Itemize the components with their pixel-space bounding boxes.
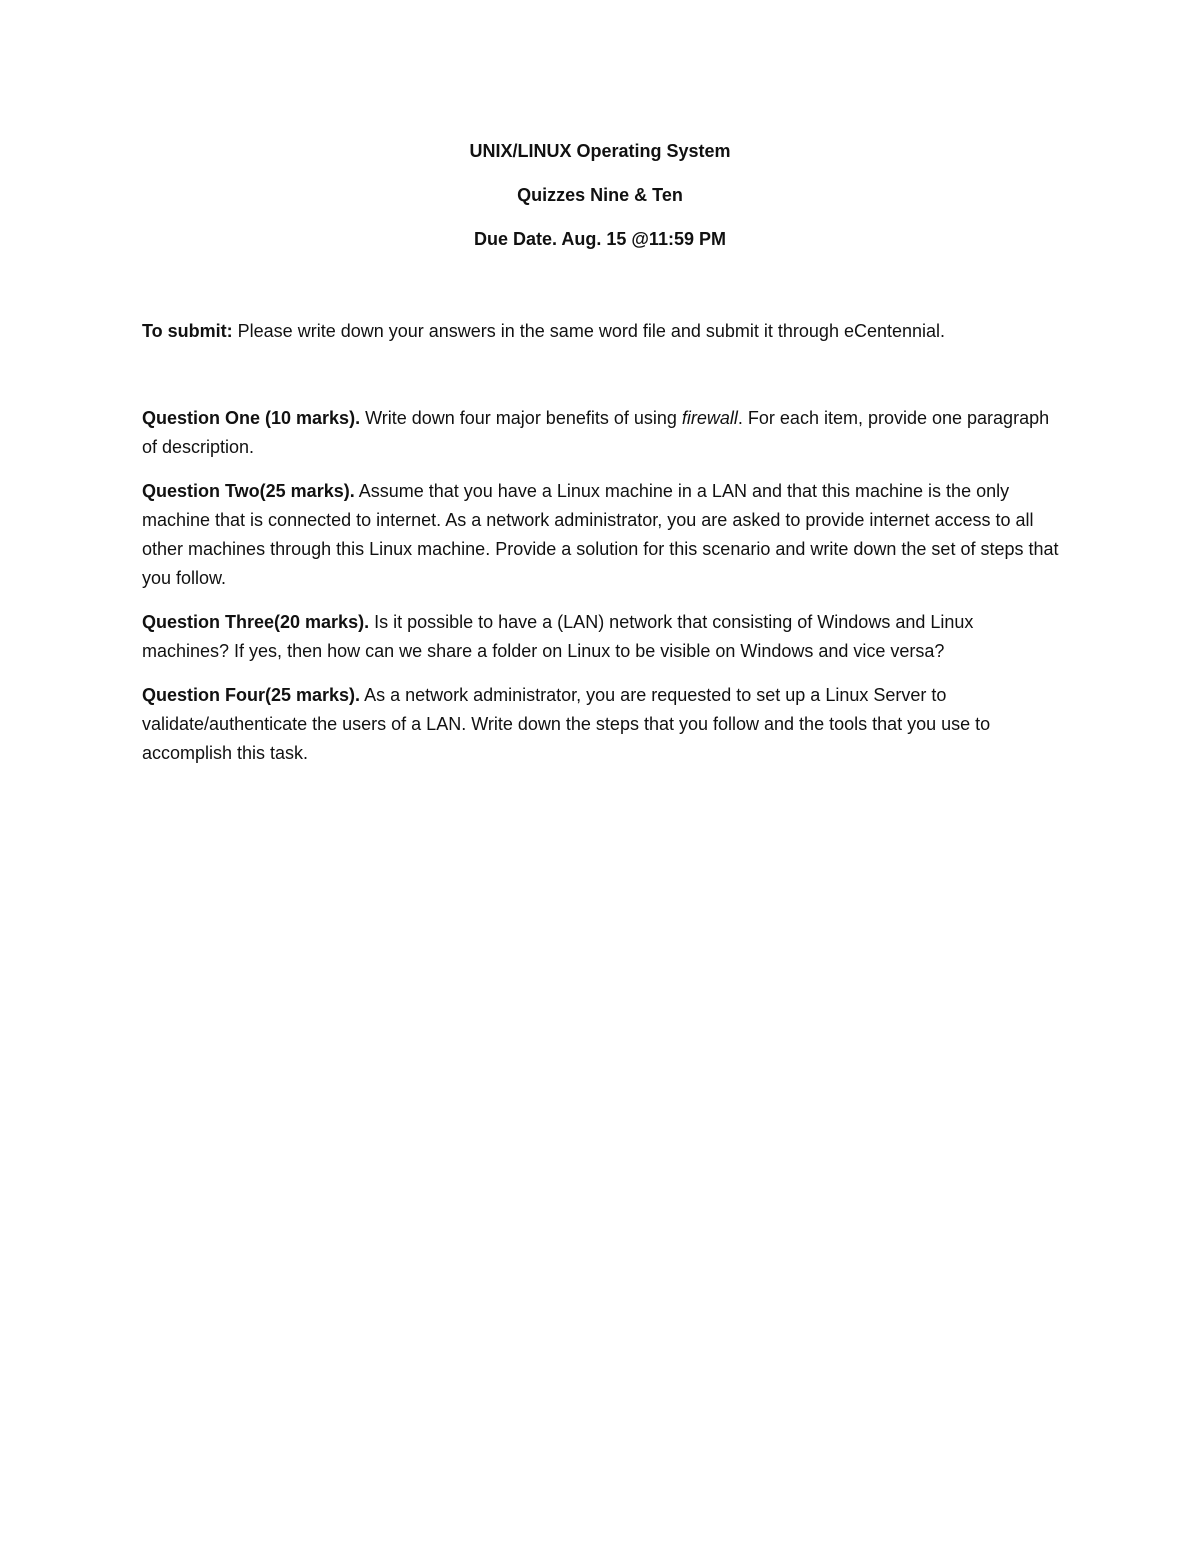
question-one-emphasis: firewall	[681, 408, 738, 428]
question-three	[142, 608, 1062, 666]
course-title: UNIX/LINUX Operating System	[469, 141, 731, 161]
question-two	[142, 477, 1062, 593]
questions-section	[142, 404, 1062, 783]
submit-instructions	[142, 317, 1062, 361]
question-three-label: Question Three(20 marks).	[142, 612, 370, 632]
question-three-text: Is it possible to have a (LAN) network that consisting of Windows and Linux machines? If yes, then how can we share a folder on Linux to be visible on Windows and vice versa?	[142, 612, 974, 661]
question-four-label: Question Four(25 marks).	[142, 685, 361, 705]
question-two-text: Assume that you have a Linux machine in a LAN and that this machine is the only machine that is connected to internet. As a network administrator, you are asked to provide internet access to all other machines through this Linux machine. Provide a solution for this scenario and write down the set of steps that you follow.	[142, 481, 1059, 588]
document-header	[0, 140, 1200, 272]
question-four	[142, 681, 1062, 768]
question-four-text: As a network administrator, you are requested to set up a Linux Server to validate/authenticate the users of a LAN. Write down the steps that you follow and the tools that you use to accomplish this task.	[142, 685, 991, 763]
question-one-label: Question One (10 marks).	[142, 408, 361, 428]
submit-label: To submit:	[142, 321, 233, 341]
quiz-title: Quizzes Nine & Ten	[517, 185, 683, 205]
question-one-text-after: . For each item, provide one paragraph of description.	[142, 408, 1050, 457]
question-one	[142, 404, 1062, 462]
submit-paragraph	[142, 317, 1062, 346]
question-one-text-before: Write down four major benefits of using	[360, 408, 682, 428]
question-two-label: Question Two(25 marks).	[142, 481, 355, 501]
due-date: Due Date. Aug. 15 @11:59 PM	[474, 229, 726, 249]
submit-text: Please write down your answers in the same word file and submit it through eCentennial.	[232, 321, 946, 341]
